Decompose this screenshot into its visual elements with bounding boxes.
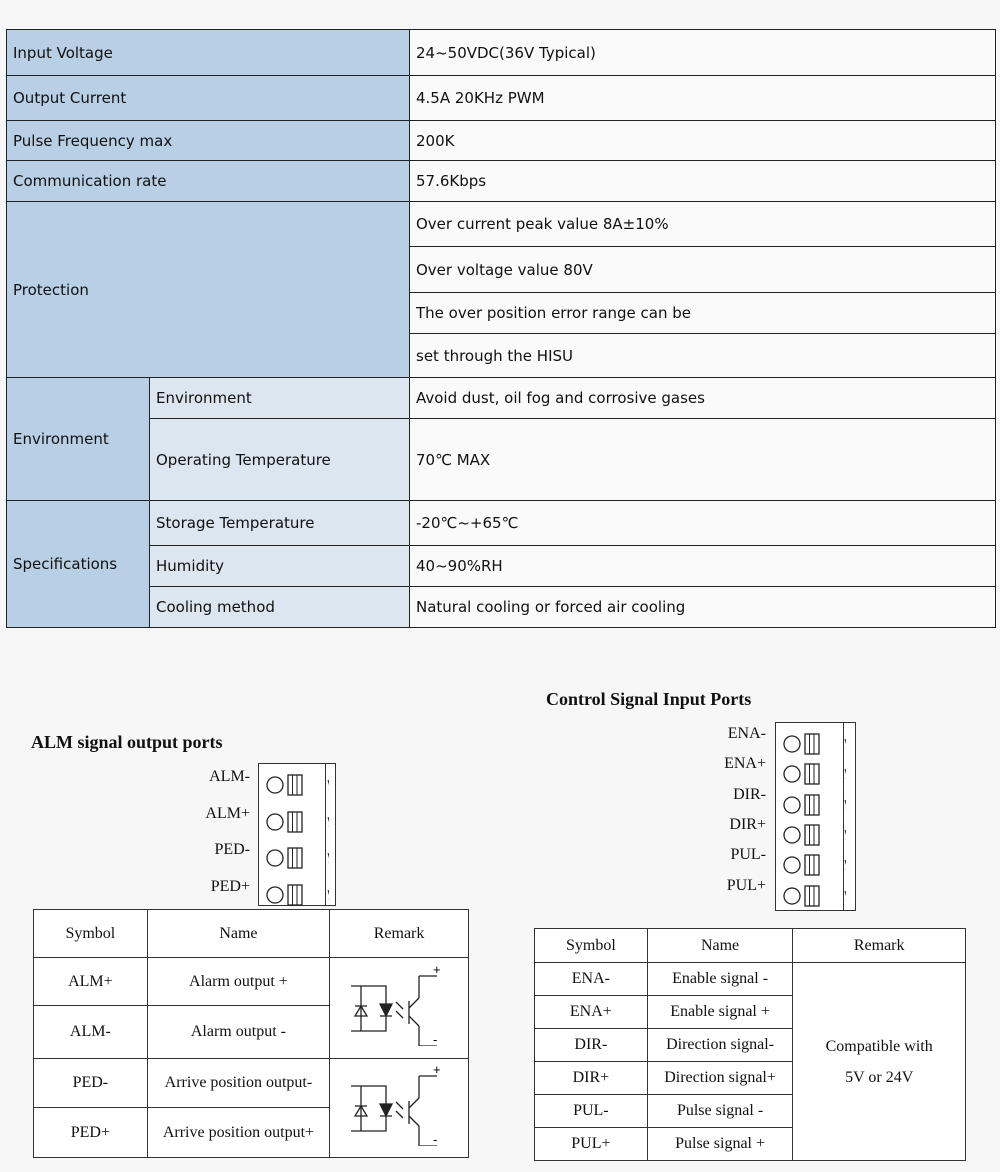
label-communication-rate: Communication rate xyxy=(7,161,410,202)
name-cell: Enable signal + xyxy=(647,996,793,1029)
alm-title: ALM signal output ports xyxy=(31,732,223,752)
symbol-cell: DIR- xyxy=(535,1029,648,1062)
symbol-cell: PED+ xyxy=(34,1108,148,1158)
value-cooling-method: Natural cooling or forced air cooling xyxy=(410,587,996,628)
header-symbol: Symbol xyxy=(535,929,648,963)
header-remark: Remark xyxy=(330,910,469,958)
control-title: Control Signal Input Ports xyxy=(546,689,752,709)
optocoupler-icon xyxy=(330,1059,469,1158)
name-cell: Direction signal+ xyxy=(647,1062,793,1095)
pin-label: DIR+ xyxy=(729,815,766,833)
terminal-pin-icon xyxy=(259,845,329,876)
label-specifications-group: Specifications xyxy=(7,501,150,628)
header-name: Name xyxy=(147,910,329,958)
value-protection: Over voltage value 80V xyxy=(410,247,996,293)
symbol-cell: PED- xyxy=(34,1059,148,1108)
pin-label: PED+ xyxy=(210,877,250,895)
symbol-cell: PUL+ xyxy=(535,1128,648,1161)
alm-table xyxy=(33,909,469,1158)
label-environment-group: Environment xyxy=(7,378,150,501)
terminal-pin-icon xyxy=(776,761,846,792)
symbol-cell: ALM- xyxy=(34,1006,148,1059)
name-cell: Pulse signal - xyxy=(647,1095,793,1128)
alm-connector xyxy=(258,763,336,906)
name-cell: Pulse signal + xyxy=(647,1128,793,1161)
value-humidity: 40~90%RH xyxy=(410,546,996,587)
remark-cell xyxy=(793,963,966,1161)
optocoupler-symbol-icon xyxy=(349,966,449,1046)
symbol-cell: ENA- xyxy=(535,963,648,996)
value-communication-rate: 57.6Kbps xyxy=(410,161,996,202)
pin-label: PUL+ xyxy=(726,876,766,894)
value-protection: Over current peak value 8A±10% xyxy=(410,202,996,247)
terminal-pin-icon xyxy=(776,822,846,853)
terminal-pin-icon xyxy=(776,792,846,823)
name-cell: Enable signal - xyxy=(647,963,793,996)
header-name: Name xyxy=(647,929,793,963)
label-operating-temperature: Operating Temperature xyxy=(150,419,410,501)
symbol-cell: DIR+ xyxy=(535,1062,648,1095)
label-storage-temperature: Storage Temperature xyxy=(150,501,410,546)
symbol-cell: ALM+ xyxy=(34,958,148,1006)
label-humidity: Humidity xyxy=(150,546,410,587)
label-protection: Protection xyxy=(7,202,410,378)
value-pulse-frequency: 200K xyxy=(410,121,996,161)
remark-line: 5V or 24V xyxy=(845,1068,914,1086)
terminal-pin-icon xyxy=(776,883,846,914)
symbol-cell: PUL- xyxy=(535,1095,648,1128)
header-symbol: Symbol xyxy=(34,910,148,958)
pin-label: DIR- xyxy=(733,785,766,803)
minus-label: - xyxy=(433,1131,438,1146)
header-remark: Remark xyxy=(793,929,966,963)
pin-label: ENA- xyxy=(727,725,766,742)
terminal-pin-icon xyxy=(259,809,329,840)
remark-line: Compatible with xyxy=(825,1037,933,1055)
label-input-voltage: Input Voltage xyxy=(7,30,410,76)
label-environment: Environment xyxy=(150,378,410,419)
value-protection: set through the HISU xyxy=(410,334,996,378)
value-environment: Avoid dust, oil fog and corrosive gases xyxy=(410,378,996,419)
name-cell: Alarm output - xyxy=(147,1006,329,1059)
value-protection: The over position error range can be xyxy=(410,293,996,334)
value-operating-temperature: 70℃ MAX xyxy=(410,419,996,501)
value-storage-temperature: -20℃~+65℃ xyxy=(410,501,996,546)
spec-table xyxy=(6,29,996,628)
terminal-pin-icon xyxy=(776,731,846,762)
control-table xyxy=(534,928,966,1161)
pin-label: ALM+ xyxy=(205,804,250,822)
plus-label: + xyxy=(433,965,441,977)
plus-label: + xyxy=(433,1065,441,1077)
terminal-pin-icon xyxy=(776,852,846,883)
name-cell: Arrive position output- xyxy=(147,1059,329,1108)
value-output-current: 4.5A 20KHz PWM xyxy=(410,76,996,121)
symbol-cell: ENA+ xyxy=(535,996,648,1029)
minus-label: - xyxy=(433,1031,438,1046)
optocoupler-icon xyxy=(330,958,469,1059)
name-cell: Alarm output + xyxy=(147,958,329,1006)
pin-label: PED- xyxy=(214,841,250,858)
optocoupler-symbol-icon xyxy=(349,1066,449,1146)
name-cell: Arrive position output+ xyxy=(147,1108,329,1158)
label-output-current: Output Current xyxy=(7,76,410,121)
value-input-voltage: 24~50VDC(36V Typical) xyxy=(410,30,996,76)
label-cooling-method: Cooling method xyxy=(150,587,410,628)
name-cell: Direction signal- xyxy=(647,1029,793,1062)
terminal-pin-icon xyxy=(259,772,329,803)
pin-label: ALM- xyxy=(209,768,250,785)
label-pulse-frequency: Pulse Frequency max xyxy=(7,121,410,161)
terminal-pin-icon xyxy=(259,882,329,913)
pin-label: PUL- xyxy=(730,846,766,864)
pin-label: ENA+ xyxy=(724,755,766,773)
control-connector xyxy=(775,722,856,911)
